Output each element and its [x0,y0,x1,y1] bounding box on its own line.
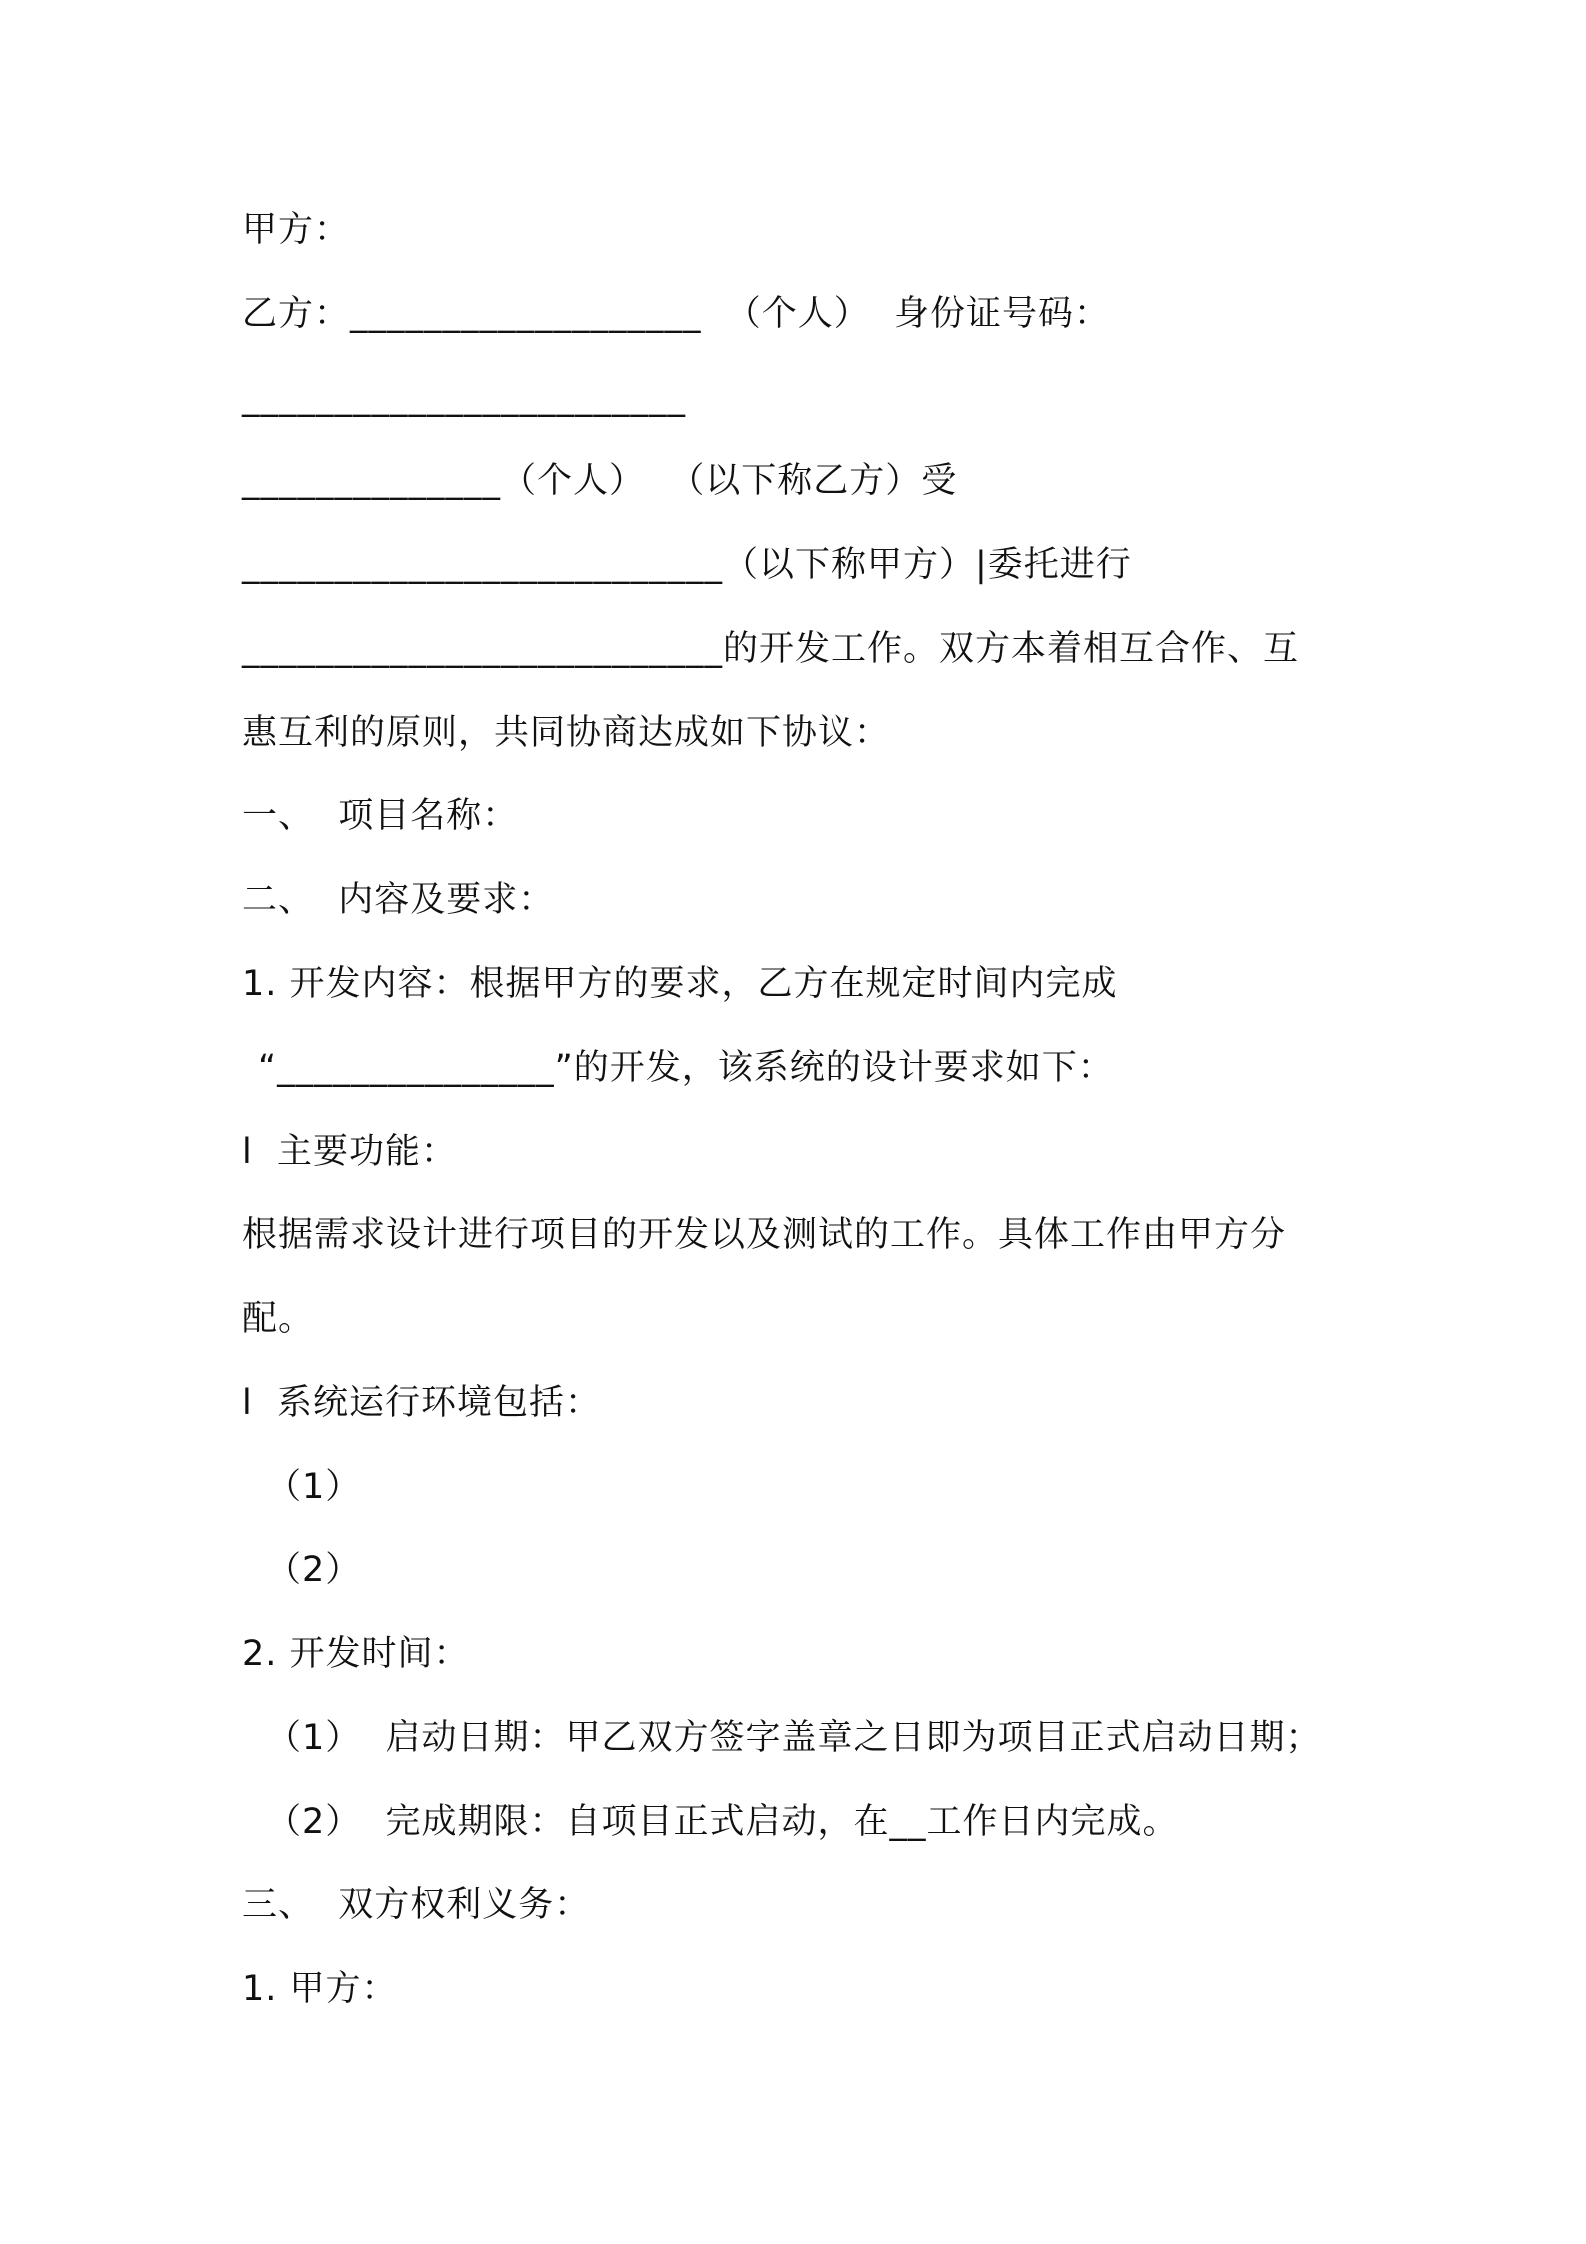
party-a-duties-heading: 1. 甲方： [242,1969,398,2009]
agreement-intro-line: 惠互利的原则，共同协商达成如下协议： [242,713,891,753]
section-one-heading: 一、 项目名称： [242,796,519,836]
party-a-line: 甲方： [242,210,351,250]
main-functions-heading: l 主要功能： [242,1132,457,1172]
development-content-line: 1. 开发内容：根据甲方的要求，乙方在规定时间内完成 [242,964,1118,1004]
environment-heading: l 系统运行环境包括： [242,1383,601,1423]
party-b-entrust-line: ______________（个人） （以下称乙方）受 [242,461,958,501]
main-functions-text: 根据需求设计进行项目的开发以及测试的工作。具体工作由甲方分 [242,1215,1287,1255]
development-work-line: __________________________的开发工作。双方本着相互合作、互 [242,629,1300,669]
system-requirements-line: “_______________”的开发，该系统的设计要求如下： [258,1048,1114,1088]
section-two-heading: 二、 内容及要求： [242,880,555,920]
deadline-line: （2） 完成期限：自项目正式启动，在__工作日内完成。 [266,1802,1179,1842]
start-date-line: （1） 启动日期：甲乙双方签字盖章之日即为项目正式启动日期； [266,1718,1322,1758]
environment-item-1: （1） [266,1467,362,1507]
development-time-heading: 2. 开发时间： [242,1634,470,1674]
main-functions-text-cont: 配。 [242,1299,315,1339]
party-a-entrust-line: __________________________（以下称甲方）|委托进行 [242,545,1132,585]
party-b-line: 乙方：___________________ （个人） 身份证号码： [242,294,1111,334]
environment-item-2: （2） [266,1550,362,1590]
section-three-heading: 三、 双方权利义务： [242,1885,591,1925]
id-number-blank-line: ________________________ [242,378,686,418]
